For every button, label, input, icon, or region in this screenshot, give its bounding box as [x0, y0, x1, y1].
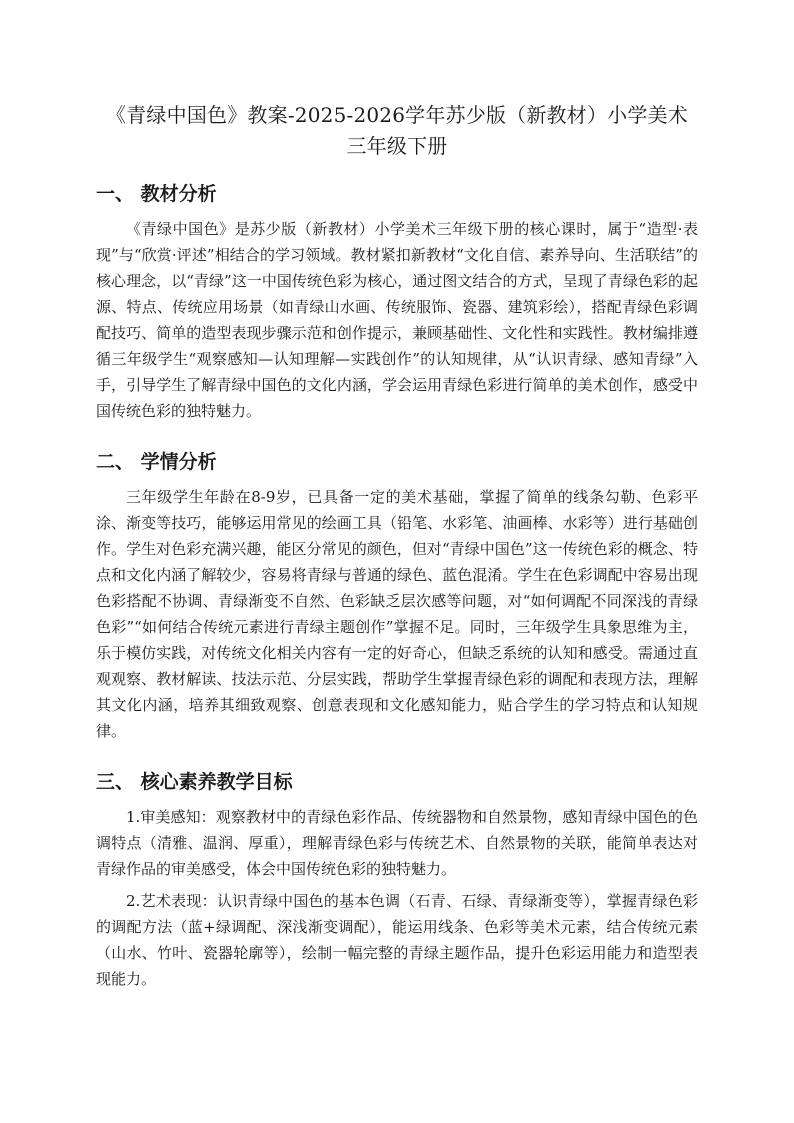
document-title: 《青绿中国色》教案-2025-2026学年苏少版（新教材）小学美术三年级下册: [106, 103, 688, 158]
section-heading: 一、 教材分析: [96, 183, 217, 205]
paragraph: 三年级学生年龄在8-9岁，已具备一定的美术基础，掌握了简单的线条勾勒、色彩平涂、渐变等技巧，能够运用常见的绘画工具（铅笔、水彩笔、油画棒、水彩等）进行基础创作。学生对色彩充满兴趣，能区分常见的颜色，但对“青绿中国色”这一传统色彩的概念、特点和文化内涵了解较少，容易将青绿与普通的绿色、蓝色混淆。学生在色彩调配中容易出现色彩搭配不协调、青绿渐变不自然、色彩缺乏层次感等问题，对“如何调配不同深浅的青绿色彩”“如何结合传统元素进行青绿主题创作”掌握不足。同时，三年级学生具象思维为主，乐于模仿实践，对传统文化相关内容有一定的好奇心，但缺乏系统的认知和感受。需通过直观观察、教材解读、技法示范、分层实践，帮助学生掌握青绿色彩的调配和表现方法，理解其文化内涵，培养其细致观察、创意表现和文化感知能力，贴合学生的学习特点和认知规律。: [96, 488, 698, 740]
section-heading: 三、 核心素养教学目标: [96, 771, 293, 793]
section-textbook-analysis: [96, 180, 698, 424]
goal-item: 1.审美感知：观察教材中的青绿色彩作品、传统器物和自然景物，感知青绿中国色的色调特点（清雅、温润、厚重），理解青绿色彩与传统艺术、自然景物的关联，能简单表达对青绿作品的审美感受，体会中国传统色彩的独特魅力。: [96, 808, 698, 878]
paragraph: 《青绿中国色》是苏少版（新教材）小学美术三年级下册的核心课时，属于“造型·表现”与“欣赏·评述”相结合的学习领域。教材紧扣新教材“文化自信、素养导向、生活联结”的核心理念，以“青绿”这一中国传统色彩为核心，通过图文结合的方式，呈现了青绿色彩的起源、特点、传统应用场景（如青绿山水画、传统服饰、瓷器、建筑彩绘），搭配青绿色彩调配技巧、简单的造型表现步骤示范和创作提示，兼顾基础性、文化性和实践性。教材编排遵循三年级学生“观察感知—认知理解—实践创作”的认知规律，从“认识青绿、感知青绿”入手，引导学生了解青绿中国色的文化内涵，学会运用青绿色彩进行简单的美术创作，感受中国传统色彩的独特魅力。: [96, 220, 698, 420]
section-core-literacy-goals: [96, 768, 698, 992]
goal-item: 2.艺术表现：认识青绿中国色的基本色调（石青、石绿、青绿渐变等），掌握青绿色彩的调配方法（蓝+绿调配、深浅渐变调配），能运用线条、色彩等美术元素，结合传统元素（山水、竹叶、瓷器轮廓等），绘制一幅完整的青绿主题作品，提升色彩运用能力和造型表现能力。: [96, 892, 698, 988]
section-heading: 二、 学情分析: [96, 451, 217, 473]
section-learner-analysis: [96, 448, 698, 744]
